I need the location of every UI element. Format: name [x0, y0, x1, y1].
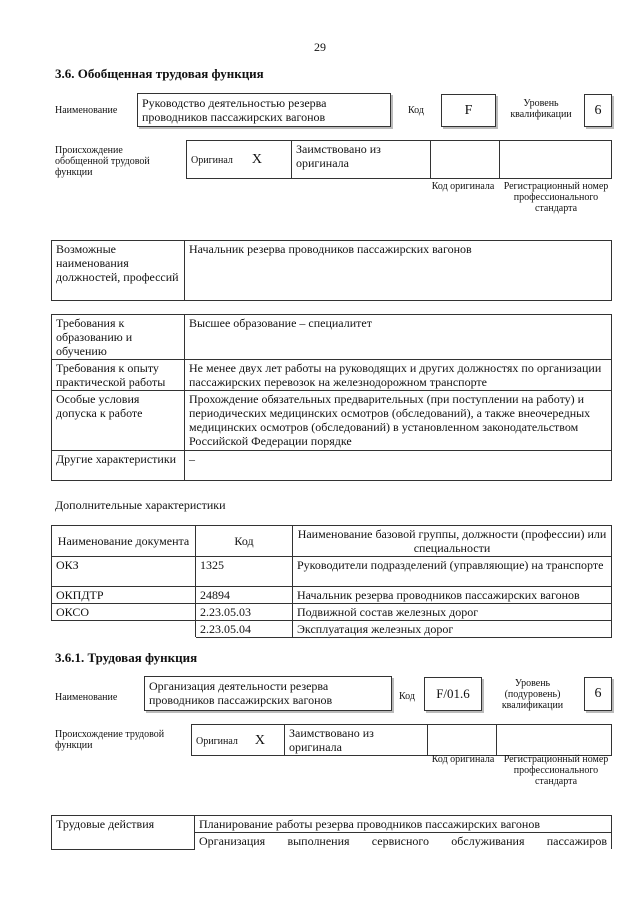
- origin-label: Происхождение обобщенной трудовой функции: [55, 145, 150, 178]
- name-label: Наименование: [55, 105, 118, 116]
- requirement-value: Прохождение обязательных предварительных (при поступлении на работу) и периодических медицинских осмотров (обследований), а также внеочередных медицинских осмотров (обследований) в установленном законодательством Российской Федерации порядке: [185, 391, 612, 451]
- table-row: [52, 557, 612, 587]
- labor-name-value: Организация деятельности резерва проводников пассажирских вагонов: [149, 679, 333, 707]
- labor-original-label: Оригинал: [196, 735, 238, 747]
- header-document: Наименование документа: [52, 526, 196, 557]
- cell-code: 1325: [196, 557, 293, 587]
- labor-code-box: [424, 677, 482, 711]
- cell-doc: ОКСО: [52, 604, 196, 621]
- section-heading-labor: 3.6.1. Трудовая функция: [55, 650, 198, 665]
- possible-names-value: Начальник резерва проводников пассажирских вагонов: [185, 241, 612, 301]
- labor-code-value: F/01.6: [436, 686, 470, 701]
- cell-doc: ОКЗ: [52, 557, 196, 587]
- cell-code: 24894: [196, 587, 293, 604]
- labor-actions-label: Трудовые действия: [52, 816, 195, 850]
- cell-code: 2.23.05.03: [196, 604, 293, 621]
- labor-level-value: 6: [594, 686, 602, 701]
- original-mark: X: [251, 152, 263, 167]
- origin-table: [186, 140, 612, 179]
- labor-original-cell: [192, 725, 285, 756]
- cell-code: 2.23.05.04: [196, 621, 293, 638]
- requirement-label: Требования к опыту практической работы: [52, 360, 185, 391]
- additional-header-row: [52, 526, 612, 557]
- possible-names-label: Возможные наименования должностей, профессий: [52, 241, 185, 301]
- labor-action-item: Планирование работы резерва проводников пассажирских вагонов: [195, 816, 612, 833]
- requirement-label: Другие характеристики: [52, 451, 185, 481]
- level-label: Уровень квалификации: [510, 98, 572, 120]
- code-box: [441, 94, 496, 127]
- labor-level-box: [584, 677, 612, 711]
- labor-code-label: Код: [399, 691, 415, 702]
- code-original-cell: [431, 141, 500, 179]
- cell-doc: [52, 621, 196, 638]
- table-row: [52, 604, 612, 621]
- labor-borrowed-label: Заимствовано из оригинала: [289, 726, 374, 754]
- original-label: Оригинал: [191, 155, 233, 166]
- header-name: Наименование базовой группы, должности (профессии) или специальности: [293, 526, 612, 557]
- requirements-table: [51, 314, 612, 481]
- level-value: 6: [594, 103, 602, 118]
- labor-code-original-cell: [428, 725, 497, 756]
- reg-number-cell: [500, 141, 612, 179]
- section-heading-general: 3.6. Обобщенная трудовая функция: [55, 66, 264, 81]
- labor-actions-table: [51, 815, 612, 850]
- requirement-row: [52, 451, 612, 481]
- original-cell: [187, 141, 292, 179]
- labor-name-label: Наименование: [55, 692, 118, 703]
- code-label: Код: [408, 105, 424, 116]
- labor-borrowed-cell: [285, 725, 428, 756]
- labor-code-original-caption: Код оригинала: [431, 754, 495, 765]
- requirement-value: Высшее образование – специалитет: [185, 315, 612, 360]
- table-row: [52, 621, 612, 638]
- cell-name: Подвижной состав железных дорог: [293, 604, 612, 621]
- cell-name: Руководители подразделений (управляющие) на транспорте: [293, 557, 612, 587]
- requirement-row: [52, 315, 612, 360]
- cell-name: Начальник резерва проводников пассажирских вагонов: [293, 587, 612, 604]
- labor-reg-number-cell: [497, 725, 612, 756]
- labor-original-mark: X: [254, 732, 266, 748]
- borrowed-cell: [292, 141, 431, 179]
- labor-origin-label: Происхождение трудовой функции: [55, 729, 165, 751]
- page-number: 29: [314, 40, 326, 54]
- requirement-label: Требования к образованию и обучению: [52, 315, 185, 360]
- function-name-value: Руководство деятельностью резерва проводников пассажирских вагонов: [142, 96, 327, 124]
- level-box: [584, 94, 612, 127]
- cell-doc: ОКПДТР: [52, 587, 196, 604]
- requirement-row: [52, 391, 612, 451]
- code-value: F: [464, 103, 473, 118]
- header-code: Код: [196, 526, 293, 557]
- requirement-row: [52, 360, 612, 391]
- function-name-box: [137, 93, 391, 127]
- reg-number-caption: Регистрационный номер профессионального стандарта: [503, 181, 609, 214]
- requirement-value: –: [185, 451, 612, 481]
- code-original-caption: Код оригинала: [431, 181, 495, 192]
- labor-origin-table: [191, 724, 612, 756]
- requirement-value: Не менее двух лет работы на руководящих и других должностях по организации пассажирских перевозок на железнодорожном транспорте: [185, 360, 612, 391]
- labor-name-box: [144, 676, 392, 711]
- labor-reg-number-caption: Регистрационный номер профессионального стандарта: [503, 754, 609, 787]
- additional-table: [51, 525, 612, 638]
- requirement-label: Особые условия допуска к работе: [52, 391, 185, 451]
- table-row: [52, 816, 612, 833]
- additional-title: Дополнительные характеристики: [55, 498, 226, 512]
- borrowed-label: Заимствовано из оригинала: [296, 142, 381, 170]
- labor-action-item: Организация выполнения сервисного обслуживания пассажиров: [195, 833, 612, 850]
- possible-names-table: [51, 240, 612, 301]
- labor-level-label: Уровень (подуровень) квалификации: [501, 678, 564, 711]
- table-row: [52, 587, 612, 604]
- cell-name: Эксплуатация железных дорог: [293, 621, 612, 638]
